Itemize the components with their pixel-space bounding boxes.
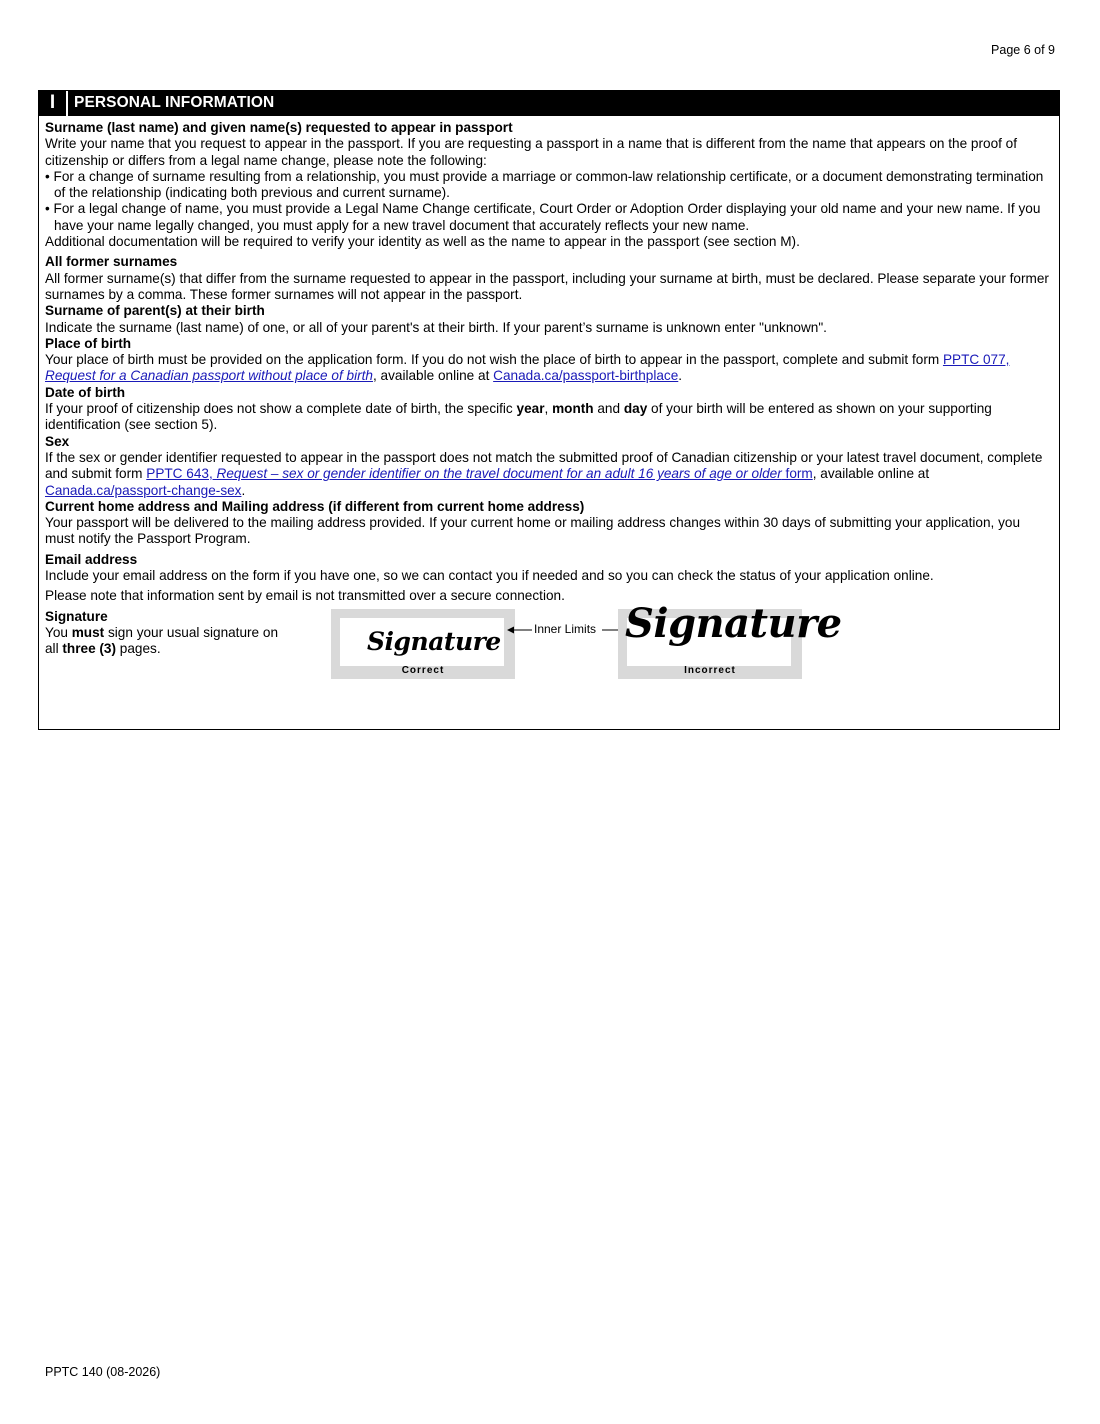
dob-heading: Date of birth	[45, 384, 126, 400]
sex-heading: Sex	[45, 433, 70, 449]
birthplace-text: Your place of birth must be provided on the application form. If you do not wish the place of birth to appear in the passport, complete and submit form PPTC 077, Request for a Canadian passport without place of birth, available online at Canada.ca/passport-birthplace.	[45, 352, 1010, 384]
left-arrowhead	[507, 626, 514, 633]
section-header	[39, 91, 1059, 116]
signature-sample-correct: Signature	[367, 626, 501, 656]
email-security-note: Please note that information sent by email is not transmitted over a secure connection.	[45, 588, 565, 604]
pptc-077-link[interactable]: PPTC 077, Request for a Canadian passport without place of birth	[45, 352, 1010, 384]
section-content	[39, 116, 1059, 689]
signature-instructions	[45, 609, 295, 658]
email-text: Include your email address on the form if you have one, so we can contact you if needed and so you can check the status of your application online.	[45, 568, 934, 584]
surname-text: Write your name that you request to appear in the passport. If you are requesting a passport in a name that is different from the name that appears on the proof of citizenship or differs from a legal name change, please note the following:	[45, 136, 1018, 168]
parents-surname-text: Indicate the surname (last name) of one, or all of your parent's at their birth. If your parent’s surname is unknown enter "unknown".	[45, 319, 827, 335]
address-text: Your passport will be delivered to the mailing address provided. If your current home or mailing address changes within 30 days of submitting your application, you must notify the Passport Program.	[45, 515, 1020, 547]
correct-label: Correct	[401, 665, 445, 677]
address-heading: Current home address and Mailing address (if different from current home address)	[45, 498, 585, 514]
signature-row	[45, 599, 1053, 689]
parents-surname-heading: Surname of parent(s) at their birth	[45, 303, 265, 319]
birthplace-url-link[interactable]: Canada.ca/passport-birthplace	[493, 368, 679, 384]
incorrect-label: Incorrect	[684, 665, 736, 677]
personal-information-section	[38, 90, 1060, 730]
surname-bullet-legal-change: • For a legal change of name, you must provide a Legal Name Change certificate, Court Order or Adoption Order displaying your old name and your new name. If you have your name legally changed, you must apply for a new travel document that accurately reflects your new name.	[45, 201, 1041, 233]
change-sex-url-link[interactable]: Canada.ca/passport-change-sex	[45, 482, 242, 498]
signature-sample-incorrect: Signature	[625, 599, 842, 647]
signature-heading: Signature	[45, 608, 108, 624]
dob-text: If your proof of citizenship does not show a complete date of birth, the specific year, month and day of your birth will be entered as shown on your supporting identification (see section 5).	[45, 401, 992, 433]
email-heading: Email address	[45, 551, 138, 567]
surname-additional-text: Additional documentation will be required to verify your identity as well as the name to appear in the passport (see section M).	[45, 234, 800, 250]
surname-heading: Surname (last name) and given name(s) requested to appear in passport	[45, 120, 513, 135]
inner-limits-label: Inner Limits	[534, 621, 597, 636]
section-letter: I	[49, 92, 56, 114]
former-surnames-text: All former surname(s) that differ from the surname requested to appear in the passport, including your surname at birth, must be declared. Please separate your former surnames by a comma. These former surnames will not appear in the passport.	[45, 270, 1049, 302]
section-title: PERSONAL INFORMATION	[74, 94, 275, 112]
form-footer-code: PPTC 140 (08-2026)	[45, 1365, 161, 1379]
signature-correct-example	[331, 609, 515, 679]
pptc-643-link[interactable]: PPTC 643, Request – sex or gender identifier on the travel document for an adult 16 years of age or older form	[146, 466, 813, 482]
signature-text: You must sign your usual signature on all three (3) pages.	[45, 624, 279, 657]
page-number: Page 6 of 9	[991, 43, 1055, 57]
former-surnames-heading: All former surnames	[45, 254, 178, 270]
birthplace-heading: Place of birth	[45, 335, 132, 351]
sex-text: If the sex or gender identifier requested to appear in the passport does not match the submitted proof of Canadian citizenship or your latest travel document, complete and submit form PPTC 643, Request – sex or gender identifier on the travel document for an adult 16 years of age or older form, available online at Canada.ca/passport-change-sex.	[45, 449, 1043, 498]
surname-bullet-relationship: • For a change of surname resulting from a relationship, you must provide a marriage or common-law relationship certificate, or a document demonstrating termination of the relationship (indicating both previous and current surname).	[45, 168, 1044, 201]
